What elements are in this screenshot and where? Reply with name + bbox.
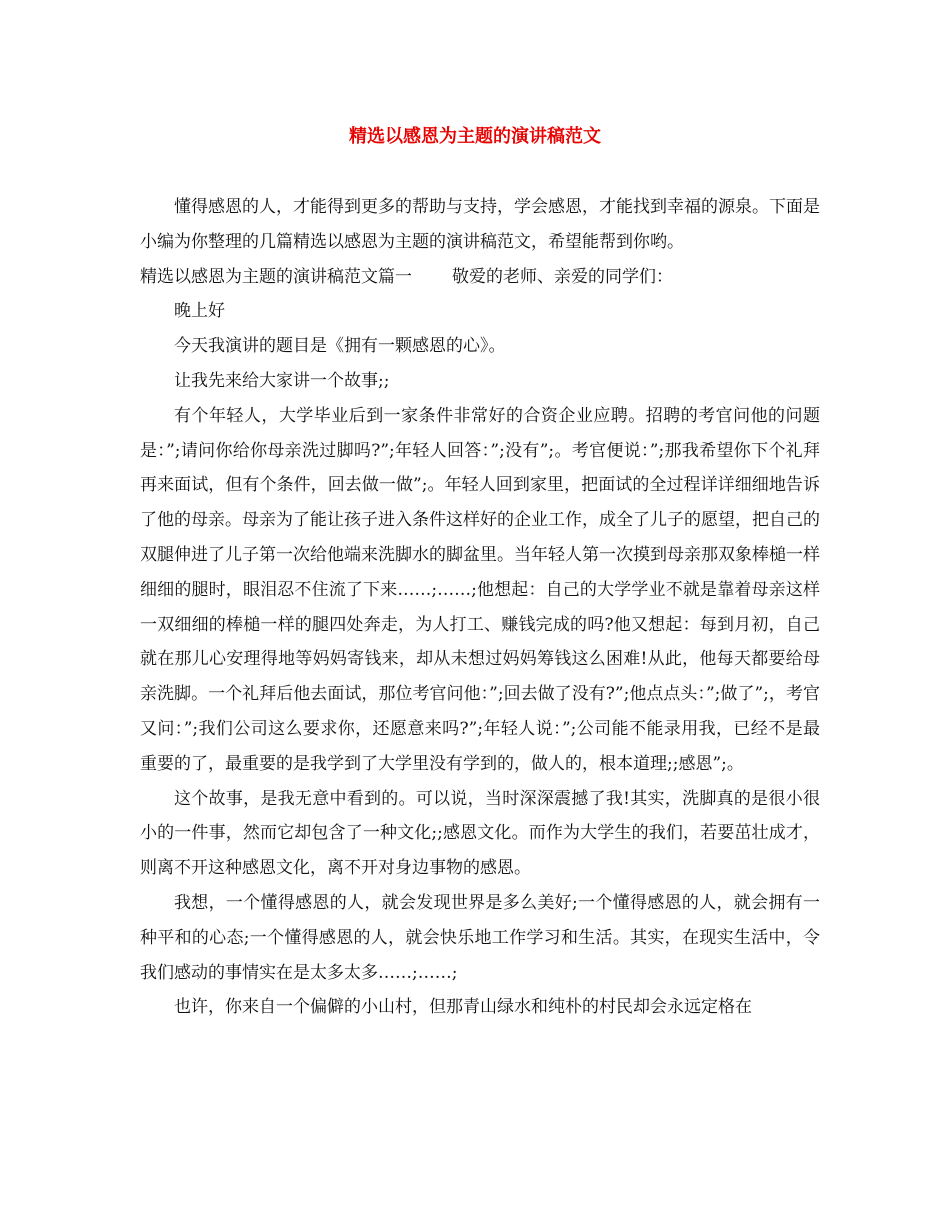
document-title: 精选以感恩为主题的演讲稿范文: [349, 126, 601, 147]
speech-topic-paragraph: 今天我演讲的题目是《拥有一颗感恩的心》。: [174, 336, 506, 357]
intro-paragraph: 懂得感恩的人，才能得到更多的帮助与支持，学会感恩，才能找到幸福的源泉。下面是小编为你整理的几篇精选以感恩为主题的演讲稿范文，希望能帮到你哟。: [140, 197, 820, 252]
greeting-paragraph: 晚上好: [174, 301, 225, 322]
gratitude-paragraph: 我想，一个懂得感恩的人，就会发现世界是多么美好;一个懂得感恩的人，就会拥有一种平和的心态;一个懂得感恩的人，就会快乐地工作学习和生活。其实，在现实生活中，令我们感动的事情实在是太多太多……;……;: [140, 892, 820, 983]
section-heading: 精选以感恩为主题的演讲稿范文篇一: [140, 266, 412, 287]
document-body: [140, 190, 820, 1025]
section-heading-line: [140, 260, 820, 295]
story-paragraph: 有个年轻人，大学毕业后到一家条件非常好的合资企业应聘。招聘的考官问他的问题是：”;请问你给你母亲洗过脚吗?”;年轻人回答：”;没有”;。考官便说：”;那我希望你下个礼拜再来面试，但有个条件，回去做一做”;。年轻人回到家里，把面试的全过程详详细细地告诉了他的母亲。母亲为了能让孩子进入条件这样好的企业工作，成全了儿子的愿望，把自己的双腿伸进了儿子第一次给他端来洗脚水的脚盆里。当年轻人第一次摸到母亲那双象棒槌一样细细的腿时，眼泪忍不住流了下来……;……;他想起：自己的大学学业不就是靠着母亲这样一双细细的棒槌一样的腿四处奔走，为人打工、赚钱完成的吗?他又想起：每到月初，自己就在那儿心安理得地等妈妈寄钱来，却从未想过妈妈筹钱这么困难!从此，他每天都要给母亲洗脚。一个礼拜后他去面试，那位考官问他：”;回去做了没有?”;他点点头：”;做了”;，考官又问：”;我们公司这么要求你，还愿意来吗?”;年轻人说：”;公司能不能录用我，已经不是最重要的了，最重要的是我学到了大学里没有学到的，做人的，根本道理;;感恩”;。: [140, 405, 820, 774]
story-intro-paragraph: 让我先来给大家讲一个故事;;: [174, 370, 390, 391]
closing-paragraph: 也许，你来自一个偏僻的小山村，但那青山绿水和纯朴的村民却会永远定格在: [174, 997, 752, 1018]
reflection-paragraph: 这个故事，是我无意中看到的。可以说，当时深深震撼了我!其实，洗脚真的是很小很小的一件事，然而它却包含了一种文化;;感恩文化。而作为大学生的我们，若要茁壮成才，则离不开这种感恩文化，离不开对身边事物的感恩。: [140, 788, 820, 879]
salutation: 敬爱的老师、亲爱的同学们：: [452, 266, 673, 287]
